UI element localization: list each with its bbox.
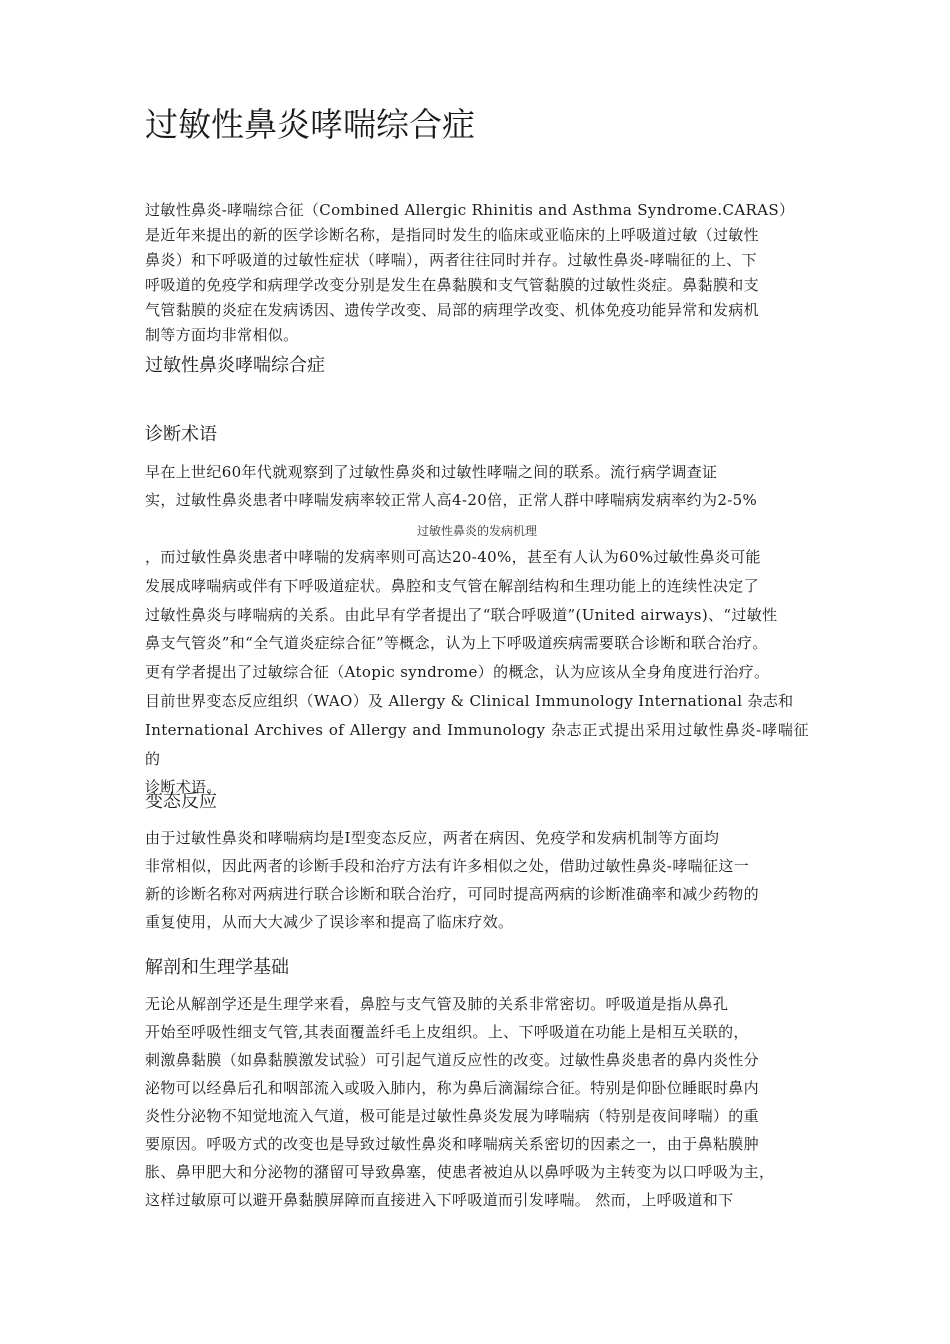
section-heading-diagnosis: 诊断术语 [145, 424, 217, 445]
anatomy-paragraph: 无论从解剖学还是生理学来看，鼻腔与支气管及肺的关系非常密切。呼吸道是指从鼻孔 开始至呼吸性细支气管,其表面覆盖纤毛上皮组织。上、下呼吸道在功能上是相互关联的， 刺激鼻黏膜（如鼻黏膜激发试验）可引起气道反应性的改变。过敏性鼻炎患者的鼻内炎性分 泌物可以经鼻后孔和咽部流入或吸入肺内，称为鼻后滴漏综合征。特别是仰卧位睡眠时鼻内 炎性分泌物不知觉地流入气道，极可能是过敏性鼻炎发展为哮喘病（特别是夜间哮喘）的重 要原因。呼吸方式的改变也是导致过敏性鼻炎和哮喘病关系密切的因素之一，由于鼻粘膜肿 胀、鼻甲肥大和分泌物的潴留可导致鼻塞，使患者被迫从以鼻呼吸为主转变为以口呼吸为主， 这样过敏原可以避开鼻黏膜屏障而直接进入下呼吸道而引发哮喘。 然而，上呼吸道和下 [145, 995, 775, 1209]
main-heading: 过敏性鼻炎哮喘综合症 [145, 355, 325, 376]
diagnosis-paragraph-1: 早在上世纪60年代就观察到了过敏性鼻炎和过敏性哮喘之间的联系。流行病学调查证 实，过敏性鼻炎患者中哮喘发病率较正常人高4-20倍，正常人群中哮喘病发病率约为2-5% [145, 463, 758, 509]
figure-caption: 过敏性鼻炎的发病机理 [416, 524, 537, 538]
section-heading-anatomy: 解剖和生理学基础 [145, 957, 289, 978]
diagnosis-paragraph-2: ，而过敏性鼻炎患者中哮喘的发病率则可高达20-40%，甚至有人认为60%过敏性鼻炎可能 发展成哮喘病或伴有下呼吸道症状。鼻腔和支气管在解剖结构和生理功能上的连续性决定了 过敏性鼻炎与哮喘病的关系。由此早有学者提出了“联合呼吸道”(United airways)、“过敏性 鼻支气管炎”和“全气道炎症综合征”等概念，认为上下呼吸道疾病需要联合诊断和联合治疗。 更有学者提出了过敏综合征（Atopic syndrome）的概念，认为应该从全身角度进行治疗。 目前世界变态反应组织（WAO）及 Allergy & Clinical Immunology International 杂志和 International Archives of Allergy and Immunology 杂志正式提出采用过敏性鼻炎-哮喘征的 诊断术语。 [145, 548, 809, 797]
allergy-paragraph: 由于过敏性鼻炎和哮喘病均是Ⅰ型变态反应，两者在病因、免疫学和发病机制等方面均 非常相似，因此两者的诊断手段和治疗方法有许多相似之处，借助过敏性鼻炎-哮喘征这一 新的诊断名称对两病进行联合诊断和联合治疗，可同时提高两病的诊断准确率和减少药物的 重复使用，从而大大减少了误诊率和提高了临床疗效。 [145, 829, 760, 931]
intro-paragraph: 过敏性鼻炎-哮喘综合征（Combined Allergic Rhinitis and Asthma Syndrome.CARAS） 是近年来提出的新的医学诊断名称，是指同时发生的临床或亚临床的上呼吸道过敏（过敏性 鼻炎）和下呼吸道的过敏性症状（哮喘），两者往往同时并存。过敏性鼻炎-哮喘征的上、下 呼吸道的免疫学和病理学改变分别是发生在鼻黏膜和支气管黏膜的过敏性炎症。鼻黏膜和支 气管黏膜的炎症在发病诱因、遗传学改变、局部的病理学改变、机体免疫功能异常和发病机 制等方面均非常相似。 [145, 201, 795, 344]
document-title: 过敏性鼻炎哮喘综合症 [145, 105, 475, 144]
section-heading-allergy: 变态反应 [145, 791, 217, 812]
